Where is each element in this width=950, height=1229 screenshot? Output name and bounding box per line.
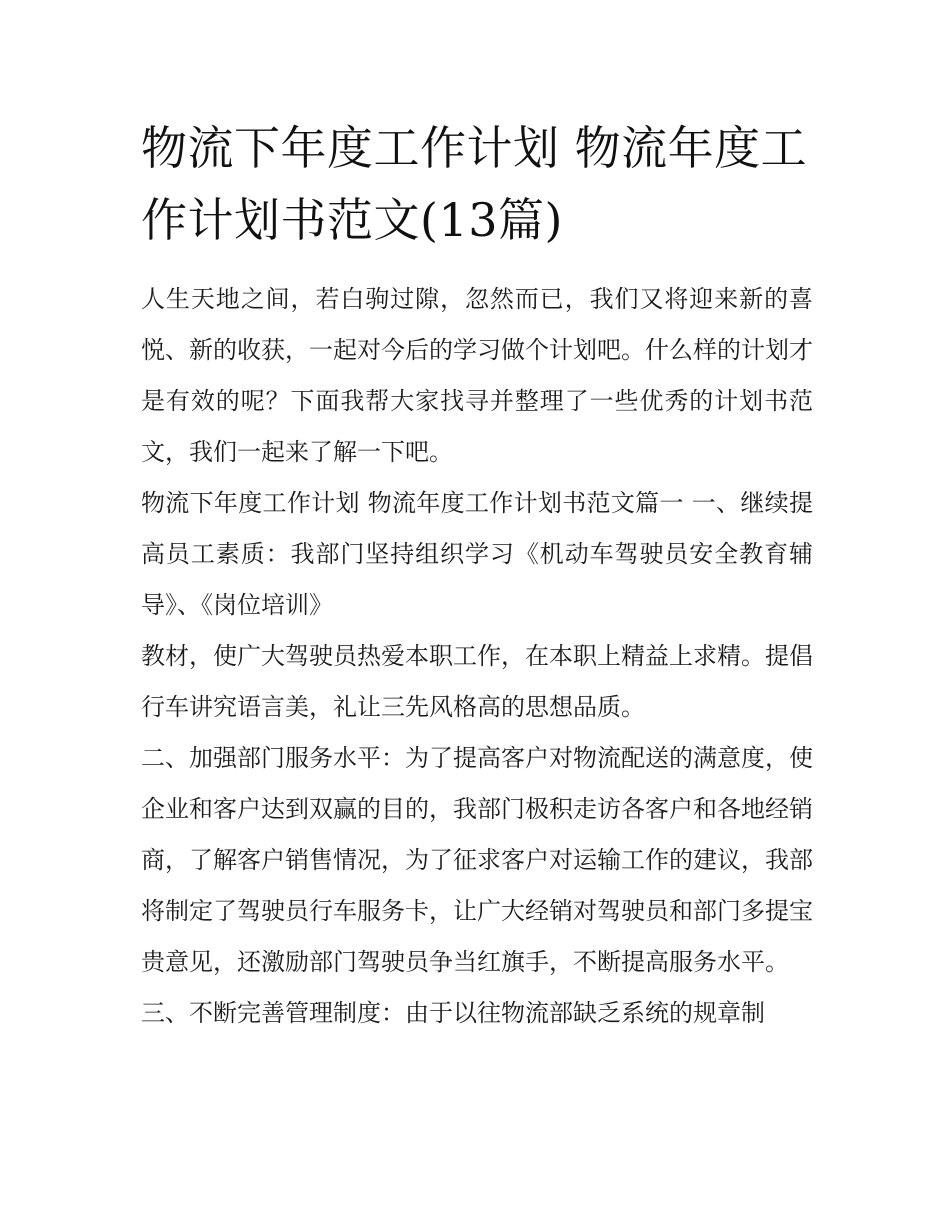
document-body — [141, 112, 813, 1039]
paragraph-section-2: 二、加强部门服务水平：为了提高客户对物流配送的满意度，使企业和客户达到双赢的目的，我部门极积走访各客户和各地经销商，了解客户销售情况，为了征求客户对运输工作的建议，我部将制定了驾驶员行车服务卡，让广大经销对驾驶员和部门多提宝贵意见，还激励部门驾驶员争当红旗手，不断提高服务水平。 — [141, 744, 813, 976]
paragraph-section-1: 物流下年度工作计划 物流年度工作计划书范文篇一 一、继续提高员工素质：我部门坚持组织学习《机动车驾驶员安全教育辅导》、《岗位培训》 — [141, 489, 813, 619]
paragraph-section-1-continued: 教材，使广大驾驶员热爱本职工作，在本职上精益上求精。提倡行车讲究语言美，礼让三先风格高的思想品质。 — [141, 642, 813, 721]
document-title: 物流下年度工作计划 物流年度工作计划书范文(13篇) — [141, 121, 808, 247]
paragraph-intro: 人生天地之间，若白驹过隙，忽然而已，我们又将迎来新的喜悦、新的收获，一起对今后的学习做个计划吧。什么样的计划才是有效的呢？下面我帮大家找寻并整理了一些优秀的计划书范文，我们一起来了解一下吧。 — [141, 285, 813, 466]
paragraph-section-3: 三、不断完善管理制度：由于以往物流部缺乏系统的规章制 — [141, 999, 765, 1027]
